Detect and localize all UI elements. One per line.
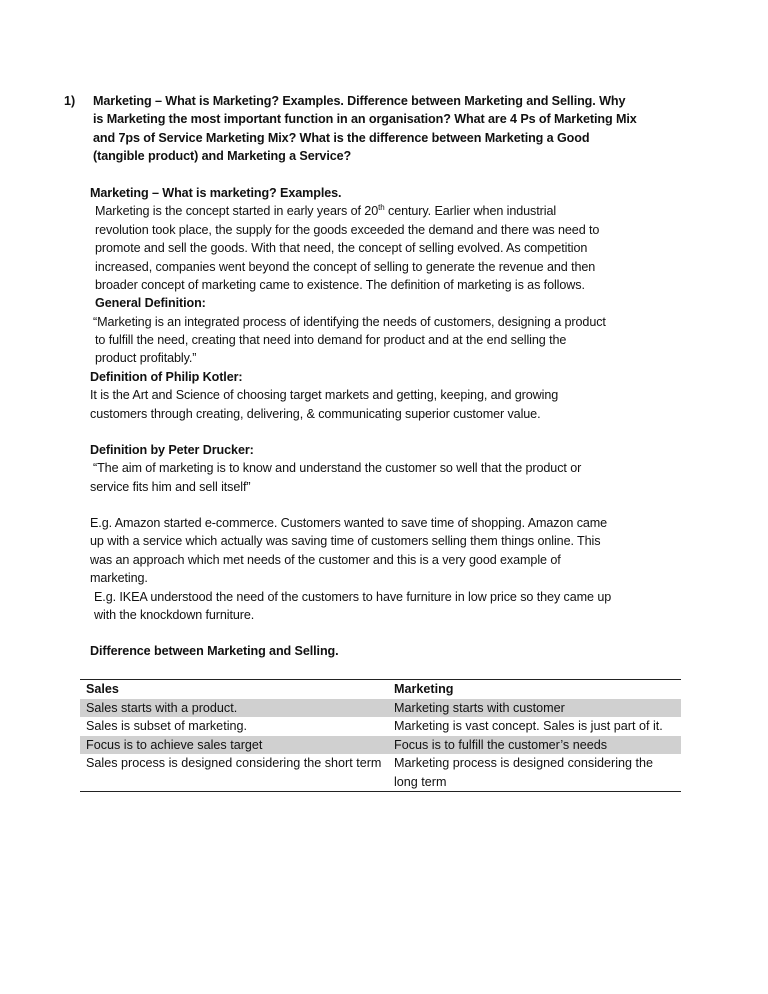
example-line: with the knockdown furniture. [94,608,255,622]
table-cell: Sales starts with a product. [80,699,388,718]
section-heading: Marketing – What is marketing? Examples. [90,186,342,200]
question-line: Marketing – What is Marketing? Examples. Difference between Marketing and Selling. Why [93,94,626,108]
table-header: Sales [86,682,119,696]
table-cell: Marketing starts with customer [388,699,681,718]
table-header: Marketing [394,682,454,696]
difference-heading: Difference between Marketing and Selling. [90,644,339,658]
general-definition-line: “Marketing is an integrated process of identifying the needs of customers, designing a product [93,315,606,329]
example-line: up with a service which actually was saving time of customers selling them things online. This [90,534,601,548]
kotler-heading: Definition of Philip Kotler: [90,370,243,384]
question-number: 1) [64,94,76,108]
intro-line: promote and sell the goods. With that need, the concept of selling evolved. As competition [95,241,588,255]
intro-line: revolution took place, the supply for the goods exceeded the demand and there was need to [95,223,600,237]
general-definition-heading: General Definition: [95,296,206,310]
table-cell: Focus is to fulfill the customer’s needs [388,736,681,755]
kotler-line: customers through creating, delivering, & communicating superior customer value. [90,407,541,421]
general-definition-line: to fulfill the need, creating that need into demand for product and at the end selling the [95,333,567,347]
sales-vs-marketing-table [80,679,681,792]
question-line: (tangible product) and Marketing a Service? [93,149,352,163]
intro-line: increased, companies went beyond the concept of selling to generate the revenue and then [95,260,596,274]
table-row [80,754,681,792]
table-cell: Marketing process is designed considering the long term [394,756,654,789]
table-cell: Sales process is designed considering the short term [86,756,382,770]
intro-line: broader concept of marketing came to existence. The definition of marketing is as follows. [95,278,585,292]
table-cell: Marketing is vast concept. Sales is just part of it. [394,719,663,733]
drucker-line: “The aim of marketing is to know and understand the customer so well that the product or [93,461,582,475]
general-definition-line: product profitably.” [95,351,197,365]
table-row [80,736,681,755]
question-line: and 7ps of Service Marketing Mix? What is the difference between Marketing a Good [93,131,590,145]
table-header-row [80,680,681,699]
intro-line: Marketing is the concept started in early years of 20th century. Earlier when industrial [95,202,557,218]
drucker-line: service fits him and sell itself” [90,480,251,494]
example-line: E.g. Amazon started e-commerce. Customers wanted to save time of shopping. Amazon came [90,516,608,530]
drucker-heading: Definition by Peter Drucker: [90,443,254,457]
example-line: was an approach which met needs of the customer and this is a very good example of [90,553,561,567]
example-line: marketing. [90,571,148,585]
table-cell: Focus is to achieve sales target [80,736,388,755]
table-row [80,717,681,736]
example-line: E.g. IKEA understood the need of the customers to have furniture in low price so they came up [94,590,612,604]
kotler-line: It is the Art and Science of choosing target markets and getting, keeping, and growing [90,388,559,402]
table-row [80,699,681,718]
question-line: is Marketing the most important function in an organisation? What are 4 Ps of Marketing Mix [93,112,637,126]
table-cell: Sales is subset of marketing. [86,719,247,733]
